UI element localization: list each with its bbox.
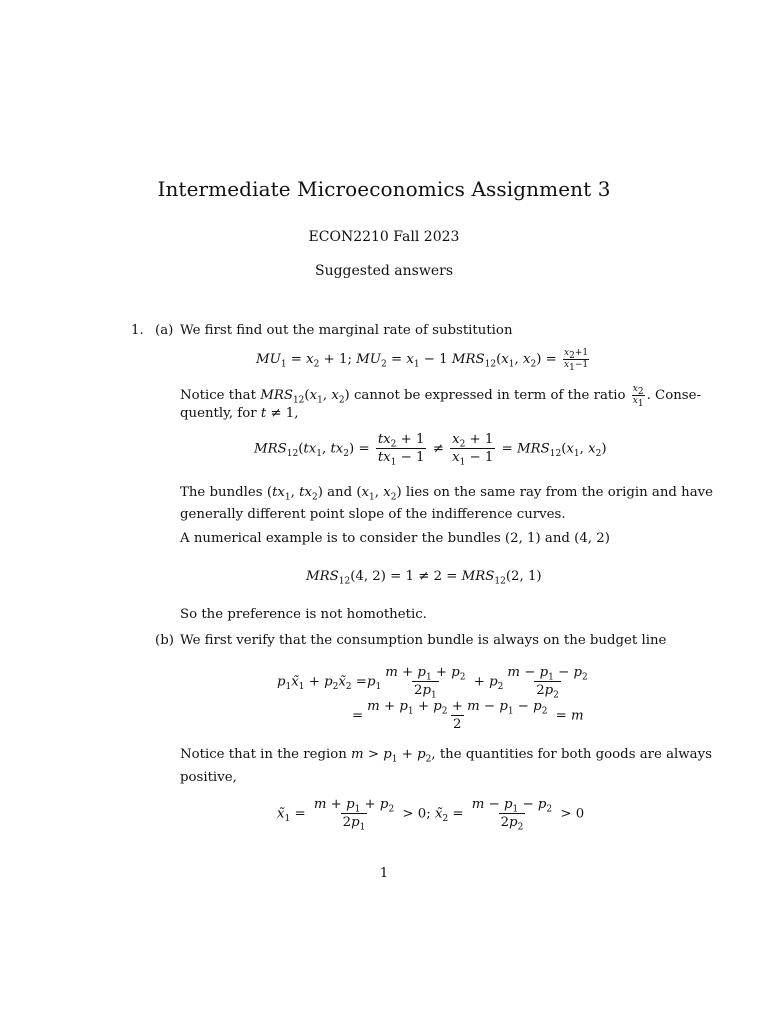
notice-text-2: cannot be expressed in term of the ratio: [353, 388, 626, 403]
region-text-1: Notice that in the region: [180, 747, 347, 762]
part-a-intro: We first find out the marginal rate of substitution: [180, 323, 513, 338]
example-line: A numerical example is to consider the bundles (2, 1) and (4, 2): [180, 531, 610, 546]
equation-budget-line-2: = $\frac{m + p_1 + p_2 + m - p_1 - p_2}{2}$ = m: [352, 699, 584, 733]
notice-text-1: Notice that: [180, 388, 256, 403]
equation-budget-line-1: $p_1x̃_1$ + $p_2x̃_2 =p_1$ $\frac{m + p_1 + p_2}{2p_1}$ + $p_2$ $\frac{m - p_1 - p_2}{2p_2}$: [277, 665, 588, 701]
region-line: Notice that in the region $m > p_1 + p_2$, the quantities for both goods are always: [180, 747, 712, 765]
example-text-2: and: [544, 531, 570, 546]
bundles-text-3: lies on the same ray from the origin and have: [405, 485, 714, 500]
equation-marginal-utilities: $MU_1 = x_2 + 1$; $MU_2 = x_1 - 1$ $MRS_{12}(x_1$, $x_2$) = $\frac{x_2+1}{x_1-1}$: [256, 348, 589, 373]
region-line-2: positive,: [180, 770, 237, 785]
notice-text-3: . Conse-: [646, 388, 701, 403]
part-b-intro: We first verify that the consumption bundle is always on the budget line: [180, 633, 667, 648]
equation-numerical-example: $MRS_{12}(4$, $2) = 1 \ne 2 = MRS_{12}(2$, 1): [306, 569, 542, 587]
equation-mrs-scaled: $MRS_{12}(tx_1$, $tx_2$) = $\frac{tx_2 + 1}{tx_1 - 1}$ ≠ $\frac{x_2 + 1}{x_1 - 1}$ = $MRS_{12}(x_1$, $x_2$): [254, 432, 607, 468]
document-subtitle: Suggested answers: [314, 263, 454, 279]
bundles-line-2: generally different point slope of the indifference curves.: [180, 507, 566, 522]
part-b-label: (b): [155, 633, 174, 648]
bundles-line: The bundles ($tx_1$, $tx_2$) and ($x_1$, $x_2$) lies on the same ray from the origin and have: [180, 485, 714, 503]
notice-line: Notice that $MRS_{12}(x_1$, $x_2$) cannot be expressed in term of the ratio $\frac{x_2}{x_1}$ . Conse-: [180, 384, 701, 409]
bundles-text-2: and: [327, 485, 353, 500]
notice-text-4: quently, for: [180, 406, 257, 421]
part-a-conclusion: So the preference is not homothetic.: [180, 607, 427, 622]
example-text-1: A numerical example is to consider the bundles: [180, 531, 501, 546]
notice-line-2: quently, for t ≠ 1,: [180, 406, 299, 421]
bundles-text-1: The bundles: [180, 485, 263, 500]
region-text-2: , the quantities for both goods are always: [431, 747, 712, 762]
part-a-label: (a): [155, 323, 174, 338]
course-code: ECON2210 Fall 2023: [308, 229, 460, 245]
question-number: 1.: [131, 323, 144, 338]
equation-positive-quantities: $x̃_1$ = $\frac{m + p_1 + p_2}{2p_1}$ > 0; $x̃_2$ = $\frac{m - p_1 - p_2}{2p_2}$ > 0: [277, 797, 585, 833]
notice-text-5: ,: [294, 406, 299, 421]
page-number: 1: [379, 866, 389, 881]
document-title: Intermediate Microeconomics Assignment 3: [157, 177, 611, 201]
